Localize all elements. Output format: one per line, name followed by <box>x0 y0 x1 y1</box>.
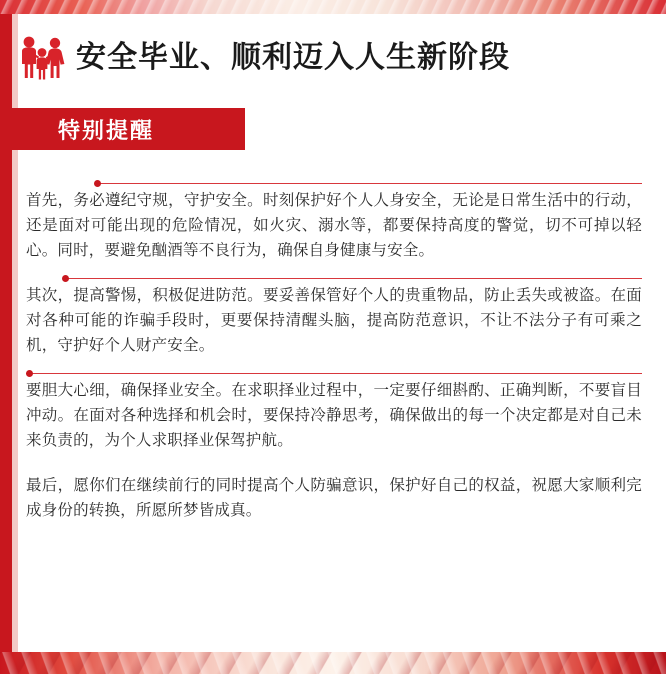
section-tag-label: 特别提醒 <box>58 117 155 143</box>
family-people-icon <box>18 34 68 82</box>
section-tag-banner <box>0 108 245 150</box>
slide-header <box>18 30 658 86</box>
paragraph-text: 首先，务必遵纪守规，守护安全。时刻保护好个人人身安全，无论是日常生活中的行动，还是面对可能出现的危险情况，如火灾、溺水等，都要保持高度的警觉，切不可掉以轻心。同时，要避免酗酒等不良行为，确保自身健康与安全。 <box>26 192 642 259</box>
bottom-decorative-band <box>0 652 666 674</box>
paragraph-block <box>26 378 642 453</box>
paragraph-text: 要胆大心细，确保择业安全。在求职择业过程中，一定要仔细斟酌、正确判断，不要盲目冲动。在面对各种选择和机会时，要保持冷静思考，确保做出的每一个决定都是对自己未来负责的，为个人求职择业保驾护航。 <box>26 382 642 449</box>
accent-line-icon <box>26 275 642 281</box>
paragraph-block <box>26 283 642 358</box>
paragraph-block <box>26 473 642 523</box>
accent-line-icon <box>26 370 642 376</box>
accent-line-icon <box>26 180 642 186</box>
paragraph-text: 其次，提高警惕，积极促进防范。要妥善保管好个人的贵重物品，防止丢失或被盗。在面对各种可能的诈骗手段时，更要保持清醒头脑，提高防范意识，不让不法分子有可乘之机，守护好个人财产安全。 <box>26 287 642 354</box>
paragraph-text: 最后，愿你们在继续前行的同时提高个人防骗意识，保护好自己的权益，祝愿大家顺利完成身份的转换，所愿所梦皆成真。 <box>26 477 642 519</box>
page-title: 安全毕业、顺利迈入人生新阶段 <box>76 41 510 74</box>
top-decorative-band <box>0 0 666 14</box>
content-body <box>26 188 642 543</box>
paragraph-block <box>26 188 642 263</box>
